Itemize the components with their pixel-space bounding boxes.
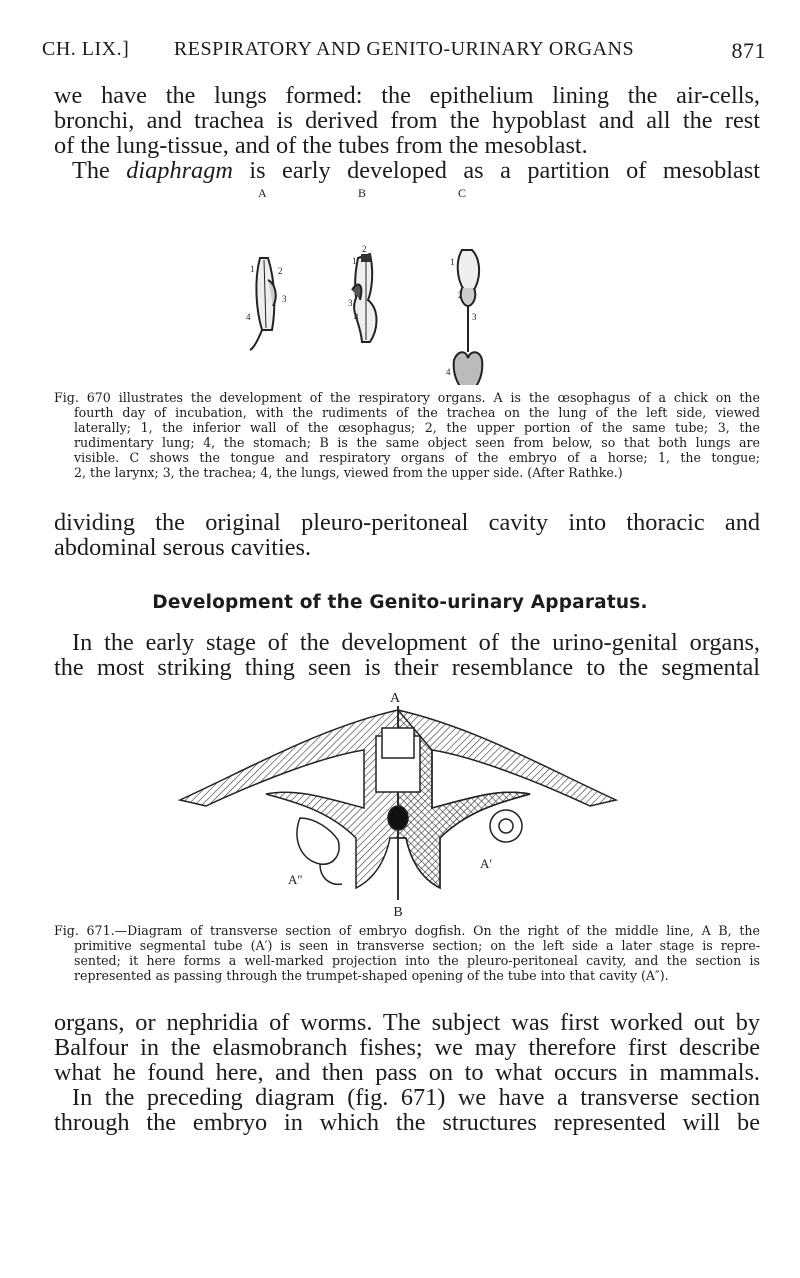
- fig671-label-a-prime: A′: [480, 856, 493, 871]
- text-line: what he found here, and then pass on to what occurs in mammals.: [54, 1059, 760, 1086]
- fig671-label-a: A: [389, 691, 401, 706]
- fig670-label-a: A: [258, 186, 267, 200]
- svg-text:4: 4: [354, 312, 359, 322]
- svg-text:3: 3: [282, 294, 287, 304]
- caption-line: rudimentary lung; 4, the stomach; B is the same object seen from below, so that both lungs are: [74, 435, 760, 450]
- caption-line: Fig. 671.—Diagram of transverse section of embryo dogfish. On the right of the middle line, A B, the: [54, 923, 760, 938]
- paragraph-diaphragm: [54, 510, 760, 560]
- caption-line: sented; it here forms a well-marked projection into the pleuro-peritoneal cavity, and the section is: [74, 953, 760, 968]
- caption-line: represented as passing through the trumpet-shaped opening of the tube into that cavity (A″).: [74, 968, 669, 983]
- chapter-ref: CH. LIX.]: [42, 38, 130, 60]
- caption-line: laterally; 1, the inferior wall of the œsophagus; 2, the upper portion of the same tube; 3, the: [74, 420, 760, 435]
- running-header: [42, 38, 766, 68]
- text-line: In the preceding diagram (fig. 671) we have a transverse section: [72, 1084, 760, 1111]
- fig671-label-a-double-prime: A″: [288, 872, 303, 887]
- italic-term: diaphragm: [126, 157, 233, 184]
- text-line: through the embryo in which the structures represented will be: [54, 1109, 760, 1136]
- fig671-label-b: B: [393, 905, 403, 918]
- embryo-c-drawing: [454, 250, 483, 385]
- svg-text:2: 2: [458, 290, 463, 300]
- caption-line: fourth day of incubation, with the rudiments of the trachea on the lung of the left side, viewed: [74, 405, 760, 420]
- figure-671-caption: [54, 923, 760, 983]
- text-line: abdominal serous cavities.: [54, 534, 312, 561]
- section-heading: Development of the Genito-urinary Apparatus.: [152, 592, 648, 613]
- figure-670-illustration: [200, 180, 620, 385]
- paragraph-lungs: [54, 83, 760, 183]
- text-line: Balfour in the elasmobranch fishes; we may therefore first describe: [54, 1034, 760, 1061]
- svg-text:2: 2: [278, 266, 283, 276]
- text-line: In the early stage of the development of the urino-genital organs,: [72, 629, 760, 656]
- figure-671-diagram: [170, 688, 630, 918]
- svg-text:2: 2: [362, 244, 367, 254]
- running-title: RESPIRATORY AND GENITO-URINARY ORGANS: [173, 38, 635, 60]
- text-line: organs, or nephridia of worms. The subject was first worked out by: [54, 1009, 760, 1036]
- caption-line: Fig. 670 illustrates the development of the respiratory organs. A is the œsophagus of a chick on the: [54, 390, 760, 405]
- text-line: the most striking thing seen is their resemblance to the segmental: [54, 654, 760, 681]
- text-line: bronchi, and trachea is derived from the hypoblast and all the rest: [54, 107, 760, 134]
- figure-670-caption: [54, 390, 760, 480]
- fig670-label-b: B: [358, 186, 367, 200]
- text-line: we have the lungs formed: the epithelium lining the air-cells,: [54, 82, 760, 109]
- svg-text:1: 1: [250, 264, 255, 274]
- embryo-b-drawing: [352, 254, 377, 342]
- page-number: 871: [731, 38, 766, 63]
- paragraph-urino-genital: [54, 630, 760, 680]
- caption-line: primitive segmental tube (A′) is seen in transverse section; on the left side a later stage is repre-: [74, 938, 760, 953]
- paragraph-nephridia: [54, 1010, 760, 1135]
- svg-text:4: 4: [246, 312, 251, 322]
- caption-line: 2, the larynx; 3, the trachea; 4, the lungs, viewed from the upper side. (After Rathke.): [74, 465, 623, 480]
- fig670-label-c: C: [458, 186, 467, 200]
- caption-line: visible. C shows the tongue and respiratory organs of the embryo of a horse; 1, the tongue;: [74, 450, 760, 465]
- text-line: of the lung-tissue, and of the tubes from the mesoblast.: [54, 132, 588, 159]
- text-line: The diaphragm is early developed as a partition of mesoblast: [72, 157, 760, 184]
- svg-text:4: 4: [446, 367, 451, 377]
- svg-text:3: 3: [472, 312, 477, 322]
- text-line: dividing the original pleuro-peritoneal cavity into thoracic and: [54, 509, 760, 536]
- svg-text:3: 3: [348, 298, 353, 308]
- svg-text:1: 1: [450, 257, 455, 267]
- svg-text:1: 1: [352, 256, 357, 266]
